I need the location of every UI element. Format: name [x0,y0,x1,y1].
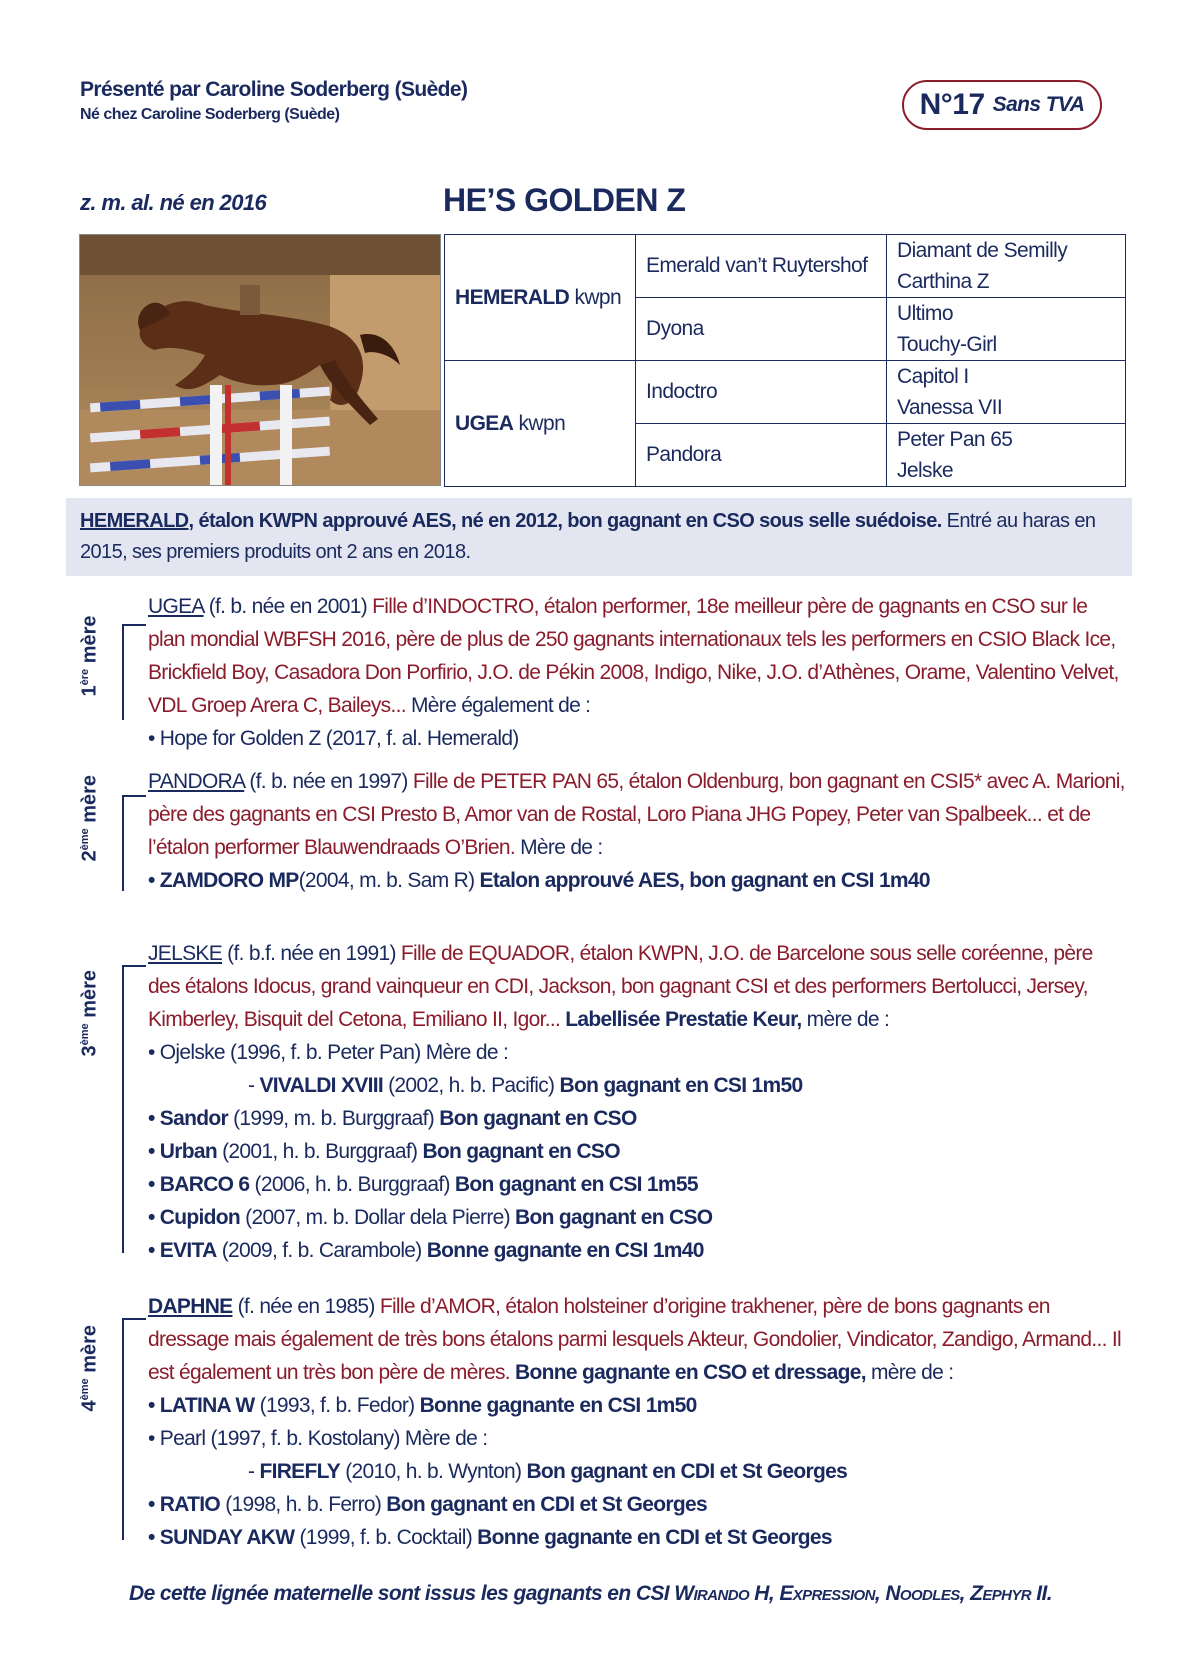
gp-name: Peter Pan 65 [897,428,1013,451]
list-item: • RATIO (1998, h. b. Ferro) Bon gagnant en CDI et St Georges [148,1493,707,1516]
mere-2-tail: Mère de : [515,836,603,859]
gp-name: Capitol I [897,365,969,388]
mere-1-tail: Mère également de : [405,694,591,717]
gp-cell-3 [887,361,1126,424]
mere-2-name: PANDORA [148,770,245,793]
mere-4-tail: mère de : [865,1361,954,1384]
list-item: • Sandor (1999, m. b. Burggraaf) Bon gagnant en CSO [148,1107,637,1130]
mere-4-block [148,1290,1128,1554]
dam-sire-cell: Indoctro [636,361,887,424]
mere-4-text: Fille d’AMOR, étalon holsteiner d’origine trakhener, père de bons gagnants en dressage mais également de très bons étalons parmi lesquels Akteur, Gondolier, Vindicator, Zandigo, Armand... Il est également un très bon père de mères. [148,1295,1121,1384]
mere-3-label: Labellisée Prestatie Keur, [560,1008,802,1031]
footer-note [0,1582,1181,1606]
dam-dam-cell: Pandora [636,424,887,487]
mere-1-detail: (f. b. née en 2001) [203,595,368,618]
list-item: • EVITA (2009, f. b. Carambole) Bonne gagnante en CSI 1m40 [148,1239,704,1262]
mere-1-text: Fille d’INDOCTRO, étalon performer, 18e meilleur père de gagnants en CSO sur le plan mondial WBFSH 2016, père de plus de 250 gagnants internationaux tels les performers en CSIO Black Ice, Brickfield Boy, Casadora Don Porfirio, J.O. de Pékin 2008, Indigo, Nike, J.O. d’Athènes, Orame, Valentino Velvet, VDL Groep Arera C, Baileys... [148,595,1119,717]
mere-4-detail: (f. née en 1985) [232,1295,375,1318]
gen-label-4: 4ème mère [78,1324,101,1412]
dam-name: UGEA [455,411,514,435]
footer-prefix: De cette lignée maternelle sont issus les gagnants en CSI [129,1582,670,1605]
gp-name: Ultimo [897,302,953,325]
dam-cell [445,361,636,487]
gen-label-3: 3ème mère [78,969,101,1057]
bracket-tick-1 [122,624,146,626]
born-at: Né chez Caroline Soderberg (Suède) [80,106,340,123]
mere-4-pearl: • Pearl (1997, f. b. Kostolany) Mère de : [148,1427,488,1450]
mere-3-ojelske: • Ojelske (1996, f. b. Peter Pan) Mère de : [148,1041,509,1064]
list-item: • BARCO 6 (2006, h. b. Burggraaf) Bon gagnant en CSI 1m55 [148,1173,698,1196]
mere-3-tail: mère de : [801,1008,890,1031]
mere-2-item: • ZAMDORO MP(2004, m. b. Sam R) Etalon approuvé AES, bon gagnant en CSI 1m40 [148,869,930,892]
summary-rest: Entré au haras en 2015, ses premiers produits ont 2 ans en 2018. [80,510,1096,563]
bracket-tick-3 [122,965,146,967]
lot-badge [902,80,1102,130]
mere-1-name: UGEA [148,595,204,618]
gp-name: Jelske [897,459,953,482]
list-item: • Cupidon (2007, m. b. Dollar dela Pierre) Bon gagnant en CSO [148,1206,713,1229]
mere-2-detail: (f. b. née en 1997) [244,770,408,793]
bracket-tick-4 [122,1318,146,1320]
gp-name: Touchy-Girl [897,333,997,356]
list-item: • Urban (2001, h. b. Burggraaf) Bon gagnant en CSO [148,1140,620,1163]
mere-4-firefly: - FIREFLY (2010, h. b. Wynton) Bon gagnant en CDI et St Georges [248,1460,848,1483]
mere-4-bold: Bonne gagnante en CSO et dressage, [509,1361,866,1384]
gp-cell-2 [887,298,1126,361]
lot-tax: Sans TVA [992,93,1085,116]
gen-label-1: 1ère mère [78,615,101,697]
sire-summary [66,498,1132,576]
mere-3-text: Fille de EQUADOR, étalon KWPN, J.O. de Barcelone sous selle coréenne, père des étalons Idocus, grand vainqueur en CDI, Jackson, bon gagnant CSI et des performers Bertolucci, Jersey, Kimberley, Bisquit del Cetona, Emiliano II, Igor... [148,942,1093,1031]
sire-name: HEMERALD [455,285,570,309]
mere-2-text: Fille de PETER PAN 65, étalon Oldenburg, bon gagnant en CSI5* avec A. Marioni, père des gagnants en CSI Presto B, Amor van de Rostal, Loro Piana JHG Popey, Peter van Spalbeek... et de l’étalon performer Blauwendraads O’Brien. [148,770,1125,859]
mere-3-block [148,937,1128,1267]
lot-number: N°17 [919,88,985,121]
mere-3-vivaldi: - VIVALDI XVIII (2002, h. b. Pacific) Bon gagnant en CSI 1m50 [248,1074,803,1097]
presented-by: Présenté par Caroline Soderberg (Suède) [80,78,468,101]
mere-1-block [148,590,1128,755]
sire-cell [445,235,636,361]
horse-info: z. m. al. né en 2016 [80,190,267,215]
horse-jumping-image [80,235,440,485]
gp-name: Carthina Z [897,270,990,293]
horse-photo [79,234,441,486]
sire-sire-cell: Emerald van’t Ruytershof [636,235,887,298]
mere-1-item: • Hope for Golden Z (2017, f. al. Hemerald) [148,727,519,750]
summary-bold: , étalon KWPN approuvé AES, né en 2012, bon gagnant en CSO sous selle suédoise. [188,510,942,532]
pedigree-table [444,234,1126,487]
mere-4-name: DAPHNE [148,1295,233,1318]
sire-stud: kwpn [574,285,622,309]
horse-name: HE’S GOLDEN Z [443,182,686,218]
list-item: • SUNDAY AKW (1999, f. b. Cocktail) Bonne gagnante en CDI et St Georges [148,1526,832,1549]
gp-cell-1 [887,235,1126,298]
gp-name: Vanessa VII [897,396,1003,419]
bracket-1 [122,624,124,720]
sire-dam-cell: Dyona [636,298,887,361]
mere-2-block [148,765,1128,897]
bracket-4 [122,1318,124,1540]
bracket-3 [122,965,124,1253]
bracket-2 [122,795,124,891]
gp-cell-4 [887,424,1126,487]
mere-3-name: JELSKE [148,942,223,965]
gen-label-2: 2ème mère [78,774,101,862]
footer-names: Wirando H, Expression, Noodles, Zephyr II. [669,1582,1052,1605]
dam-stud: kwpn [518,411,566,435]
mere-4-latina: • LATINA W (1993, f. b. Fedor) Bonne gagnante en CSI 1m50 [148,1394,697,1417]
mere-3-detail: (f. b.f. née en 1991) [222,942,396,965]
bracket-tick-2 [122,795,146,797]
summary-sire-name: HEMERALD [80,510,189,532]
gp-name: Diamant de Semilly [897,239,1068,262]
